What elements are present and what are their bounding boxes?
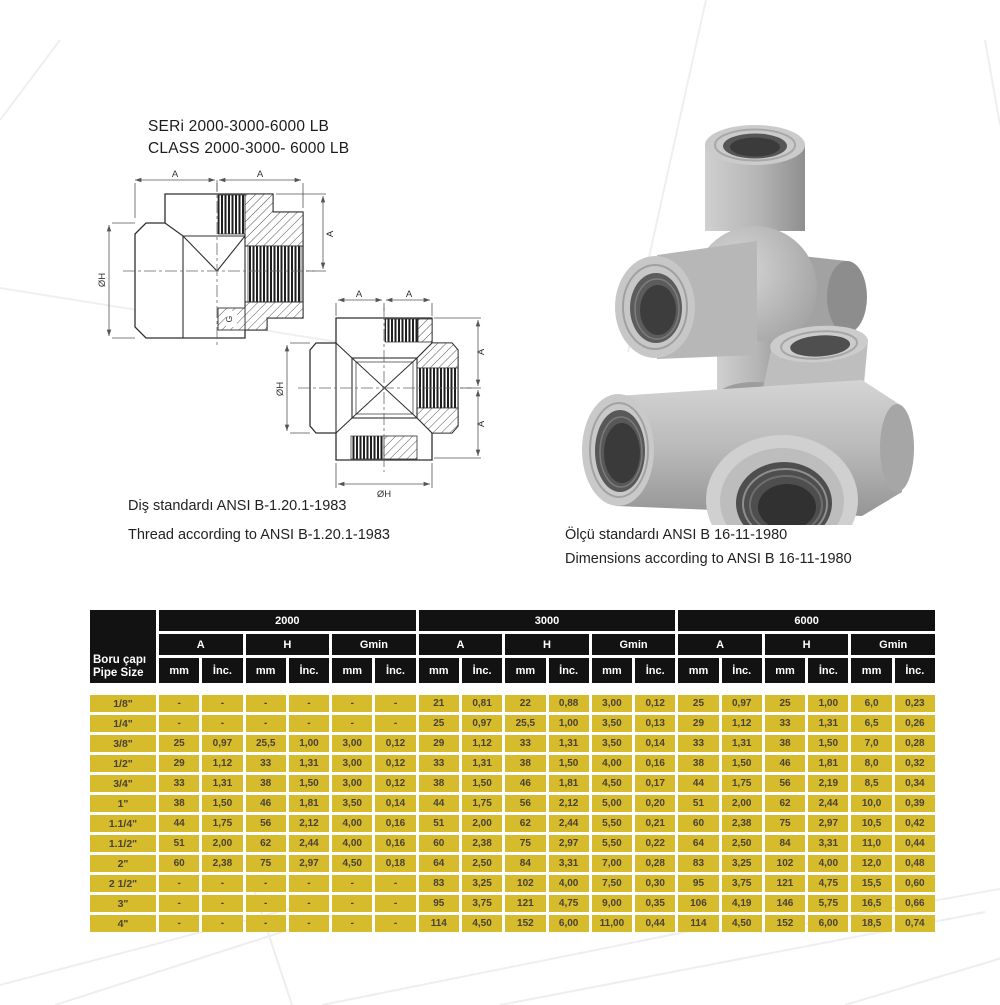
value-cell: - (246, 915, 286, 932)
value-cell: 46 (765, 755, 805, 772)
header-unit-cell: mm (419, 658, 459, 683)
value-cell: 29 (159, 755, 199, 772)
header-unit-cell: mm (765, 658, 805, 683)
cross-technical-drawing (272, 288, 507, 513)
value-cell: - (289, 695, 329, 712)
value-cell: - (375, 895, 415, 912)
value-cell: - (375, 875, 415, 892)
value-cell: - (246, 895, 286, 912)
value-cell: 0,81 (462, 695, 502, 712)
value-cell: 3,75 (722, 875, 762, 892)
header-sub-3000-Gmin: Gmin (592, 634, 676, 655)
dim-label-a: A (325, 230, 336, 238)
value-cell: 29 (419, 735, 459, 752)
value-cell: - (289, 875, 329, 892)
dim-label-oh: ØH (376, 489, 392, 500)
value-cell: - (375, 695, 415, 712)
value-cell: 2,38 (462, 835, 502, 852)
value-cell: 0,12 (375, 755, 415, 772)
value-cell: 84 (505, 855, 545, 872)
value-cell: 0,26 (895, 715, 935, 732)
header-unit-cell: mm (851, 658, 891, 683)
value-cell: 2,19 (808, 775, 848, 792)
value-cell: 0,12 (635, 695, 675, 712)
value-cell: - (332, 915, 372, 932)
pipe-size-cell: 3" (90, 895, 156, 912)
value-cell: 3,00 (332, 735, 372, 752)
dim-label-a: A (476, 348, 487, 356)
value-cell: 4,50 (462, 915, 502, 932)
value-cell: - (246, 875, 286, 892)
value-cell: 3,31 (549, 855, 589, 872)
value-cell: 0,74 (895, 915, 935, 932)
pipe-size-header-tr: Boru çapı (93, 654, 147, 666)
header-sub-3000-A: A (419, 634, 503, 655)
header-unit-cell: İnc. (895, 658, 935, 683)
value-cell: 33 (765, 715, 805, 732)
value-cell: - (289, 715, 329, 732)
value-cell: 51 (159, 835, 199, 852)
thread-standard-en: Thread according to ANSI B-1.20.1-1983 (128, 527, 390, 543)
value-cell: 3,75 (462, 895, 502, 912)
value-cell: 0,23 (895, 695, 935, 712)
pipe-size-cell: 3/4" (90, 775, 156, 792)
value-cell: 62 (246, 835, 286, 852)
pipe-size-cell: 1/8" (90, 695, 156, 712)
header-unit-cell: İnc. (289, 658, 329, 683)
value-cell: 0,16 (375, 835, 415, 852)
value-cell: 2,38 (722, 815, 762, 832)
pipe-size-cell: 2 1/2" (90, 875, 156, 892)
value-cell: 5,00 (592, 795, 632, 812)
value-cell: 2,12 (289, 815, 329, 832)
value-cell: 33 (505, 735, 545, 752)
dimension-standard-tr: Ölçü standardı ANSI B 16-11-1980 (565, 527, 788, 543)
header-unit-cell: mm (246, 658, 286, 683)
value-cell: 56 (505, 795, 545, 812)
value-cell: - (332, 715, 372, 732)
value-cell: 1,00 (808, 695, 848, 712)
value-cell: 75 (505, 835, 545, 852)
header-sub-6000-H: H (765, 634, 849, 655)
value-cell: 38 (246, 775, 286, 792)
value-cell: 11,0 (851, 835, 891, 852)
value-cell: 2,97 (549, 835, 589, 852)
value-cell: 6,0 (851, 695, 891, 712)
value-cell: 44 (159, 815, 199, 832)
value-cell: 102 (505, 875, 545, 892)
value-cell: 0,16 (635, 755, 675, 772)
value-cell: 1,50 (462, 775, 502, 792)
value-cell: 2,97 (289, 855, 329, 872)
value-cell: 1,50 (289, 775, 329, 792)
value-cell: 62 (765, 795, 805, 812)
value-cell: 25,5 (246, 735, 286, 752)
value-cell: 60 (419, 835, 459, 852)
header-unit-cell: mm (592, 658, 632, 683)
value-cell: 95 (678, 875, 718, 892)
value-cell: 25 (678, 695, 718, 712)
value-cell: 7,50 (592, 875, 632, 892)
thread-standard-note (128, 498, 390, 543)
value-cell: 1,50 (549, 755, 589, 772)
value-cell: 121 (765, 875, 805, 892)
value-cell: 8,5 (851, 775, 891, 792)
series-title-line1: SERi 2000-3000-6000 LB (148, 118, 330, 135)
value-cell: 6,00 (549, 915, 589, 932)
value-cell: 10,5 (851, 815, 891, 832)
value-cell: - (159, 915, 199, 932)
value-cell: 2,00 (202, 835, 242, 852)
pipe-size-cell: 1.1/4" (90, 815, 156, 832)
header-unit-cell: İnc. (202, 658, 242, 683)
value-cell: 1,81 (549, 775, 589, 792)
value-cell: 1,81 (289, 795, 329, 812)
header-unit-cell: İnc. (375, 658, 415, 683)
value-cell: - (159, 715, 199, 732)
value-cell: 22 (505, 695, 545, 712)
header-sub-6000-Gmin: Gmin (851, 634, 935, 655)
spec-table (90, 610, 935, 932)
dim-label-a: A (405, 289, 413, 300)
value-cell: 0,42 (895, 815, 935, 832)
header-unit-cell: mm (505, 658, 545, 683)
value-cell: 4,75 (808, 875, 848, 892)
dim-label-g: G (224, 315, 234, 323)
value-cell: 3,50 (592, 715, 632, 732)
value-cell: 2,50 (462, 855, 502, 872)
thread-standard-tr: Diş standardı ANSI B-1.20.1-1983 (128, 498, 347, 514)
value-cell: 12,0 (851, 855, 891, 872)
value-cell: - (202, 895, 242, 912)
value-cell: 0,30 (635, 875, 675, 892)
value-cell: 2,50 (722, 835, 762, 852)
fitting-3d-renders (555, 95, 985, 525)
header-unit-cell: İnc. (549, 658, 589, 683)
value-cell: 2,44 (808, 795, 848, 812)
value-cell: 38 (419, 775, 459, 792)
value-cell: 4,00 (549, 875, 589, 892)
value-cell: 15,5 (851, 875, 891, 892)
value-cell: - (375, 915, 415, 932)
dim-label-oh: ØH (97, 272, 108, 288)
value-cell: 4,50 (332, 855, 372, 872)
value-cell: 95 (419, 895, 459, 912)
value-cell: 4,00 (808, 855, 848, 872)
header-sub-3000-H: H (505, 634, 589, 655)
series-title-line2: CLASS 2000-3000- 6000 LB (148, 140, 350, 157)
value-cell: 4,00 (592, 755, 632, 772)
value-cell: 25 (765, 695, 805, 712)
value-cell: 146 (765, 895, 805, 912)
value-cell: 114 (678, 915, 718, 932)
value-cell: 51 (678, 795, 718, 812)
value-cell: 2,00 (462, 815, 502, 832)
value-cell: 8,0 (851, 755, 891, 772)
dimension-standard-note (565, 527, 852, 567)
value-cell: - (246, 695, 286, 712)
value-cell: 0,34 (895, 775, 935, 792)
value-cell: 3,00 (332, 775, 372, 792)
value-cell: - (246, 715, 286, 732)
value-cell: - (159, 695, 199, 712)
value-cell: 38 (678, 755, 718, 772)
value-cell: 33 (419, 755, 459, 772)
value-cell: 114 (419, 915, 459, 932)
value-cell: 51 (419, 815, 459, 832)
value-cell: 6,00 (808, 915, 848, 932)
value-cell: 56 (765, 775, 805, 792)
value-cell: 1,50 (808, 735, 848, 752)
value-cell: 1,00 (549, 715, 589, 732)
value-cell: 0,44 (635, 915, 675, 932)
value-cell: - (332, 875, 372, 892)
pipe-size-cell: 1.1/2" (90, 835, 156, 852)
dim-label-a: A (476, 420, 487, 428)
value-cell: 2,44 (289, 835, 329, 852)
header-group-2000: 2000 (159, 610, 416, 631)
value-cell: 16,5 (851, 895, 891, 912)
value-cell: 1,31 (289, 755, 329, 772)
value-cell: 3,31 (808, 835, 848, 852)
value-cell: - (332, 895, 372, 912)
value-cell: 1,12 (722, 715, 762, 732)
value-cell: 121 (505, 895, 545, 912)
value-cell: 0,14 (635, 735, 675, 752)
value-cell: 0,60 (895, 875, 935, 892)
value-cell: - (289, 915, 329, 932)
value-cell: 1,75 (202, 815, 242, 832)
value-cell: 0,28 (895, 735, 935, 752)
value-cell: 0,97 (722, 695, 762, 712)
value-cell: 2,97 (808, 815, 848, 832)
value-cell: 33 (246, 755, 286, 772)
value-cell: 0,39 (895, 795, 935, 812)
value-cell: 1,31 (202, 775, 242, 792)
value-cell: 75 (246, 855, 286, 872)
value-cell: 84 (765, 835, 805, 852)
value-cell: 3,25 (462, 875, 502, 892)
dim-label-a: A (355, 289, 363, 300)
value-cell: 75 (765, 815, 805, 832)
value-cell: - (202, 715, 242, 732)
value-cell: 0,44 (895, 835, 935, 852)
value-cell: 4,19 (722, 895, 762, 912)
value-cell: 0,16 (375, 815, 415, 832)
value-cell: 1,50 (202, 795, 242, 812)
value-cell: 1,31 (808, 715, 848, 732)
value-cell: 44 (678, 775, 718, 792)
value-cell: 38 (505, 755, 545, 772)
value-cell: 4,00 (332, 815, 372, 832)
value-cell: 25 (159, 735, 199, 752)
value-cell: 0,48 (895, 855, 935, 872)
value-cell: 2,00 (722, 795, 762, 812)
value-cell: 1,31 (722, 735, 762, 752)
value-cell: 60 (678, 815, 718, 832)
value-cell: 44 (419, 795, 459, 812)
value-cell: 3,50 (592, 735, 632, 752)
value-cell: 0,22 (635, 835, 675, 852)
value-cell: 62 (505, 815, 545, 832)
value-cell: 10,0 (851, 795, 891, 812)
value-cell: 0,35 (635, 895, 675, 912)
value-cell: - (202, 695, 242, 712)
value-cell: 25,5 (505, 715, 545, 732)
header-unit-cell: mm (678, 658, 718, 683)
value-cell: 0,18 (375, 855, 415, 872)
value-cell: 83 (678, 855, 718, 872)
value-cell: 64 (419, 855, 459, 872)
value-cell: 38 (159, 795, 199, 812)
value-cell: 0,97 (462, 715, 502, 732)
value-cell: 38 (765, 735, 805, 752)
value-cell: 1,75 (462, 795, 502, 812)
value-cell: 0,12 (375, 775, 415, 792)
header-sub-2000-Gmin: Gmin (332, 634, 416, 655)
header-unit-cell: İnc. (722, 658, 762, 683)
value-cell: 3,50 (332, 795, 372, 812)
value-cell: 0,13 (635, 715, 675, 732)
header-unit-cell: İnc. (635, 658, 675, 683)
header-unit-cell: İnc. (808, 658, 848, 683)
value-cell: - (159, 895, 199, 912)
value-cell: 0,32 (895, 755, 935, 772)
header-unit-cell: mm (332, 658, 372, 683)
value-cell: 46 (505, 775, 545, 792)
value-cell: - (289, 895, 329, 912)
value-cell: 1,12 (462, 735, 502, 752)
value-cell: - (375, 715, 415, 732)
header-unit-cell: mm (159, 658, 199, 683)
value-cell: 5,50 (592, 815, 632, 832)
value-cell: 0,17 (635, 775, 675, 792)
value-cell: 5,50 (592, 835, 632, 852)
value-cell: 7,00 (592, 855, 632, 872)
value-cell: 60 (159, 855, 199, 872)
header-sub-2000-A: A (159, 634, 243, 655)
pipe-size-header-en: Pipe Size (93, 667, 144, 679)
pipe-size-cell: 4" (90, 915, 156, 932)
value-cell: 46 (246, 795, 286, 812)
value-cell: - (202, 915, 242, 932)
value-cell: 1,50 (722, 755, 762, 772)
header-unit-cell: İnc. (462, 658, 502, 683)
header-group-3000: 3000 (419, 610, 676, 631)
dim-label-oh: ØH (275, 381, 286, 397)
pipe-size-cell: 1" (90, 795, 156, 812)
value-cell: 1,31 (549, 735, 589, 752)
value-cell: 3,00 (332, 755, 372, 772)
value-cell: - (202, 875, 242, 892)
value-cell: 0,14 (375, 795, 415, 812)
value-cell: 7,0 (851, 735, 891, 752)
value-cell: 0,88 (549, 695, 589, 712)
value-cell: 1,31 (462, 755, 502, 772)
value-cell: 0,28 (635, 855, 675, 872)
dim-label-a: A (171, 169, 179, 180)
value-cell: 21 (419, 695, 459, 712)
value-cell: 33 (678, 735, 718, 752)
value-cell: 1,75 (722, 775, 762, 792)
value-cell: 2,38 (202, 855, 242, 872)
value-cell: 64 (678, 835, 718, 852)
value-cell: 152 (505, 915, 545, 932)
value-cell: 0,21 (635, 815, 675, 832)
dimension-standard-en: Dimensions according to ANSI B 16-11-1980 (565, 551, 852, 567)
pipe-size-header (90, 610, 156, 683)
dim-label-a: A (256, 169, 264, 180)
value-cell: 29 (678, 715, 718, 732)
value-cell: 0,97 (202, 735, 242, 752)
value-cell: - (332, 695, 372, 712)
value-cell: 152 (765, 915, 805, 932)
value-cell: 1,81 (808, 755, 848, 772)
pipe-size-cell: 1/4" (90, 715, 156, 732)
value-cell: 4,00 (332, 835, 372, 852)
value-cell: 25 (419, 715, 459, 732)
value-cell: 4,75 (549, 895, 589, 912)
value-cell: 9,00 (592, 895, 632, 912)
value-cell: 2,12 (549, 795, 589, 812)
value-cell: 3,25 (722, 855, 762, 872)
header-sub-6000-A: A (678, 634, 762, 655)
series-title (148, 116, 349, 160)
value-cell: 83 (419, 875, 459, 892)
value-cell: 1,12 (202, 755, 242, 772)
value-cell: 3,00 (592, 695, 632, 712)
value-cell: 0,20 (635, 795, 675, 812)
value-cell: 102 (765, 855, 805, 872)
value-cell: 4,50 (592, 775, 632, 792)
value-cell: 33 (159, 775, 199, 792)
pipe-size-cell: 2" (90, 855, 156, 872)
value-cell: 6,5 (851, 715, 891, 732)
pipe-size-cell: 1/2" (90, 755, 156, 772)
value-cell: 18,5 (851, 915, 891, 932)
value-cell: 56 (246, 815, 286, 832)
value-cell: 1,00 (289, 735, 329, 752)
value-cell: 4,50 (722, 915, 762, 932)
value-cell: - (159, 875, 199, 892)
header-group-6000: 6000 (678, 610, 935, 631)
value-cell: 11,00 (592, 915, 632, 932)
header-sub-2000-H: H (246, 634, 330, 655)
value-cell: 106 (678, 895, 718, 912)
value-cell: 5,75 (808, 895, 848, 912)
value-cell: 2,44 (549, 815, 589, 832)
value-cell: 0,66 (895, 895, 935, 912)
pipe-size-cell: 3/8" (90, 735, 156, 752)
value-cell: 0,12 (375, 735, 415, 752)
